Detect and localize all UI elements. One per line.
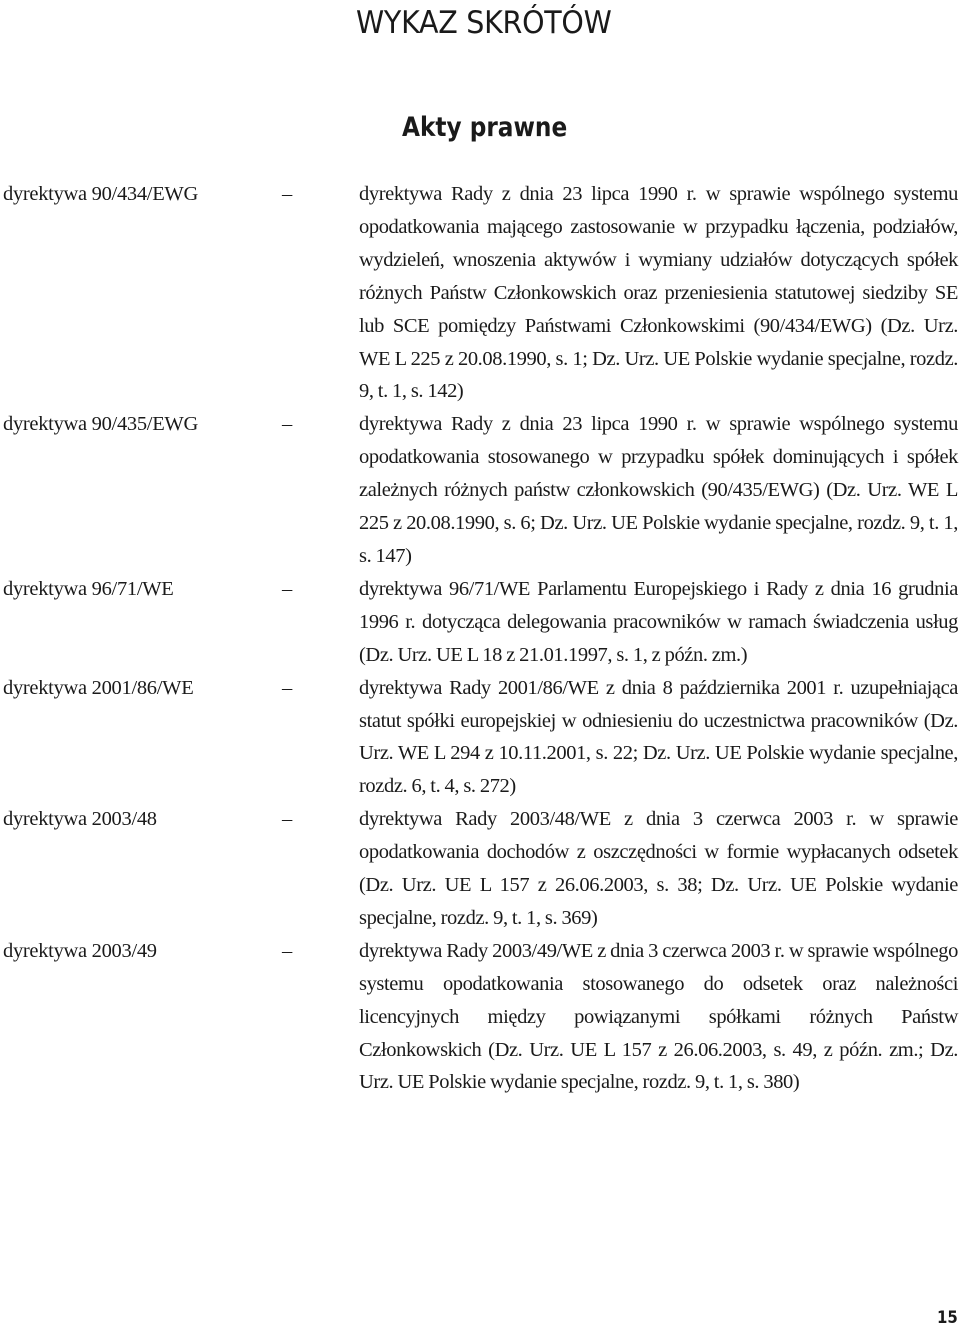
abbreviation-term: dyrektywa 2001/86/WE [3,676,194,699]
entry-dash: – [282,577,293,600]
page-number: 15 [937,1308,958,1328]
abbreviation-definition: dyrektywa Rady 2003/48/WE z dnia 3 czerwca 2003 r. w sprawie opodatkowania dochodów z oszczędności w formie wypłacanych odsetek (Dz. Urz. UE L 157 z 26.06.2003, s. 38; Dz. Urz. UE Polskie wydanie specjalne, rozdz. 9, t. 1, s. 369) [359,808,958,929]
abbreviation-definition: dyrektywa Rady z dnia 23 lipca 1990 r. w sprawie wspólnego systemu opodatkowania stosowanego w przypadku spółek dominujących i spółek zależnych różnych państw członkowskich (90/435/EWG) (Dz. Urz. WE L 225 z 20.08.1990, s. 6; Dz. Urz. UE Polskie wydanie specjalne, rozdz. 9, t. 1, s. 147) [359,413,958,567]
abbreviation-entry [0,408,960,573]
abbreviation-entry [0,803,960,935]
entry-dash: – [282,676,293,699]
abbreviation-term: dyrektywa 2003/48 [3,808,157,831]
abbreviation-definition: dyrektywa Rady 2003/49/WE z dnia 3 czerwca 2003 r. w sprawie wspólnego systemu opodatkowania stosowanego do odsetek oraz należności licencyjnych między powiązanymi spółkami różnych Państw Członkowskich (Dz. Urz. UE L 157 z 26.06.2003, s. 49, z późn. zm.; Dz. Urz. UE Polskie wydanie specjalne, rozdz. 9, t. 1, s. 380) [359,939,958,1094]
abbreviation-term: dyrektywa 2003/49 [3,939,157,962]
abbreviation-definition: dyrektywa 96/71/WE Parlamentu Europejskiego i Rady z dnia 16 grudnia 1996 r. dotycząca delegowania pracowników w ramach świadczenia usług (Dz. Urz. UE L 18 z 21.01.1997, s. 1, z późn. zm.) [359,577,958,666]
entry-dash: – [282,808,293,831]
entry-dash: – [282,939,293,962]
page-title: WYKAZ SKRÓTÓW [356,5,612,41]
abbreviation-definition: dyrektywa Rady 2001/86/WE z dnia 8 października 2001 r. uzupełniająca statut spółki europejskiej w odniesieniu do uczestnictwa pracowników (Dz. Urz. WE L 294 z 10.11.2001, s. 22; Dz. Urz. UE Polskie wydanie specjalne, rozdz. 6, t. 4, s. 272) [359,676,958,798]
abbreviation-entry [0,178,960,408]
entry-dash: – [282,183,293,205]
abbreviation-term: dyrektywa 90/435/EWG [3,413,198,436]
section-heading: Akty prawne [402,112,568,143]
entry-dash: – [282,413,293,436]
abbreviation-entry [0,935,960,1100]
abbreviation-definition: dyrektywa Rady z dnia 23 lipca 1990 r. w sprawie wspólnego systemu opodatkowania mającego zastosowanie w przypadku łączenia, podziałów, wydzieleń, wnoszenia aktywów i wymiany udziałów dotyczących spółek różnych Państw Członkowskich oraz przeniesienia statutowej siedziby SE lub SCE pomiędzy Państwami Członkowskimi (90/434/EWG) (Dz. Urz. WE L 225 z 20.08.1990, s. 1; Dz. Urz. UE Polskie wydanie specjalne, rozdz. 9, t. 1, s. 142) [359,183,958,403]
abbreviation-term: dyrektywa 96/71/WE [3,577,174,600]
abbreviation-entry [0,573,960,672]
abbreviation-term: dyrektywa 90/434/EWG [3,183,198,205]
abbreviation-list [0,178,960,1099]
abbreviation-entry [0,672,960,804]
